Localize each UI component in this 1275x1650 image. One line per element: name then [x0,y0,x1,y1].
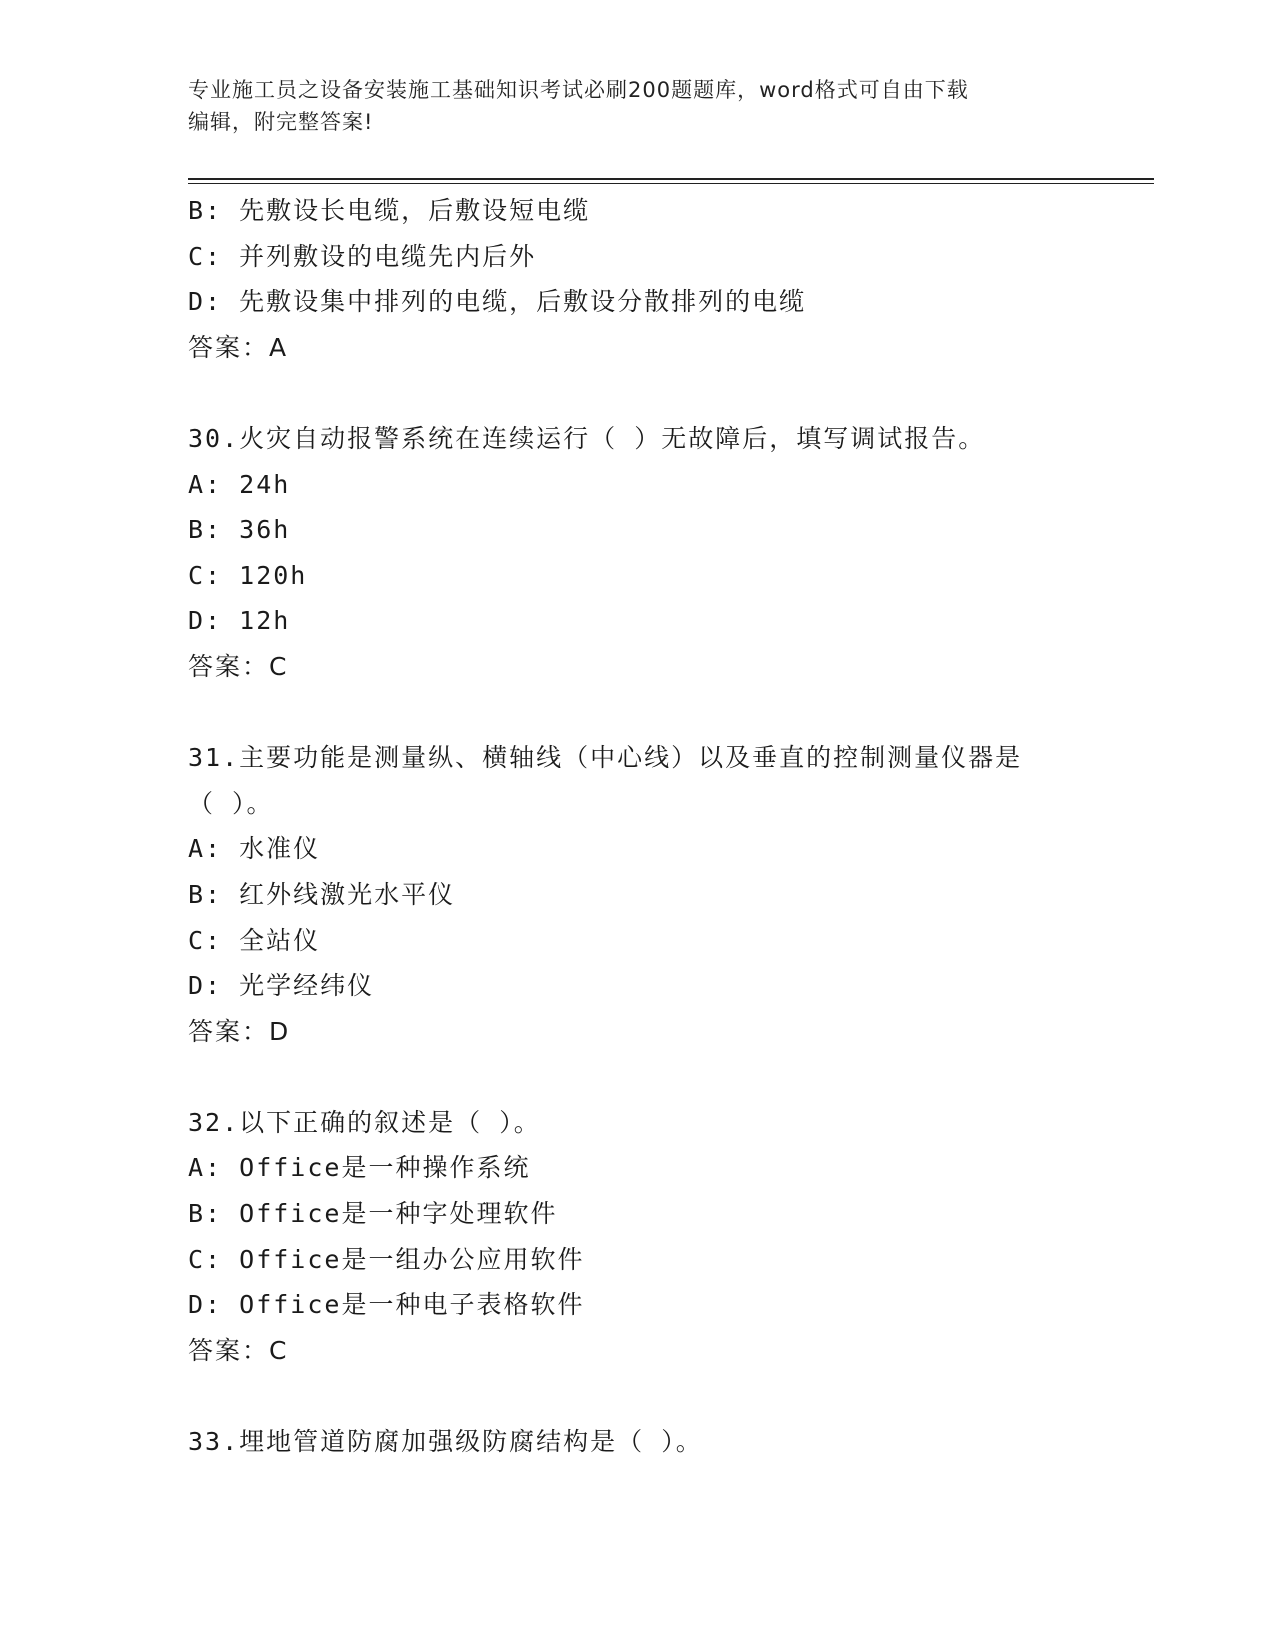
spacer [188,690,1088,736]
option-a: A: 水准仪 [188,834,321,864]
answer: 答案：D [188,1016,291,1046]
question-32 [188,1100,1088,1374]
option-b: B: Office是一种字处理软件 [188,1199,558,1229]
option-d: D: 先敷设集中排列的电缆，后敷设分散排列的电缆 [188,287,807,317]
question-stem: 33.埋地管道防腐加强级防腐结构是（ ）。 [188,1427,703,1457]
header-divider-thin [188,183,1154,184]
question-30 [188,416,1088,690]
spacer [188,370,1088,416]
answer: 答案：C [188,651,289,681]
question-stem-line-1: 31.主要功能是测量纵、横轴线（中心线）以及垂直的控制测量仪器是 [188,743,1023,773]
option-d: D: 光学经纬仪 [188,971,375,1001]
option-b: B: 36h [188,515,291,545]
option-b: B: 红外线激光水平仪 [188,879,456,909]
question-33 [188,1419,1088,1465]
spacer [188,1054,1088,1100]
question-list [188,188,1088,1465]
header-line-2: 编辑，附完整答案! [188,110,374,134]
option-b: B: 先敷设长电缆，后敷设短电缆 [188,196,591,225]
answer: 答案：A [188,332,289,362]
header-divider-thick [188,178,1154,180]
option-a: A: Office是一种操作系统 [188,1153,531,1183]
option-c: C: 并列敷设的电缆先内后外 [188,241,537,271]
option-d: D: 12h [188,606,291,636]
option-c: C: Office是一组办公应用软件 [188,1244,585,1274]
question-stem-line-2: （ ）。 [188,788,274,818]
option-c: C: 全站仪 [188,925,321,955]
document-header [188,74,1068,138]
spacer [188,1373,1088,1419]
header-line-1: 专业施工员之设备安装施工基础知识考试必刷200题题库，word格式可自由下载 [188,78,969,102]
option-c: C: 120h [188,560,308,590]
question-31 [188,735,1088,1054]
question-stem: 32.以下正确的叙述是（ ）。 [188,1107,541,1137]
answer: 答案：C [188,1335,289,1365]
option-d: D: Office是一种电子表格软件 [188,1290,585,1320]
question-29 [188,188,1088,370]
question-stem: 30.火灾自动报警系统在连续运行（ ）无故障后，填写调试报告。 [188,423,986,453]
option-a: A: 24h [188,469,291,499]
